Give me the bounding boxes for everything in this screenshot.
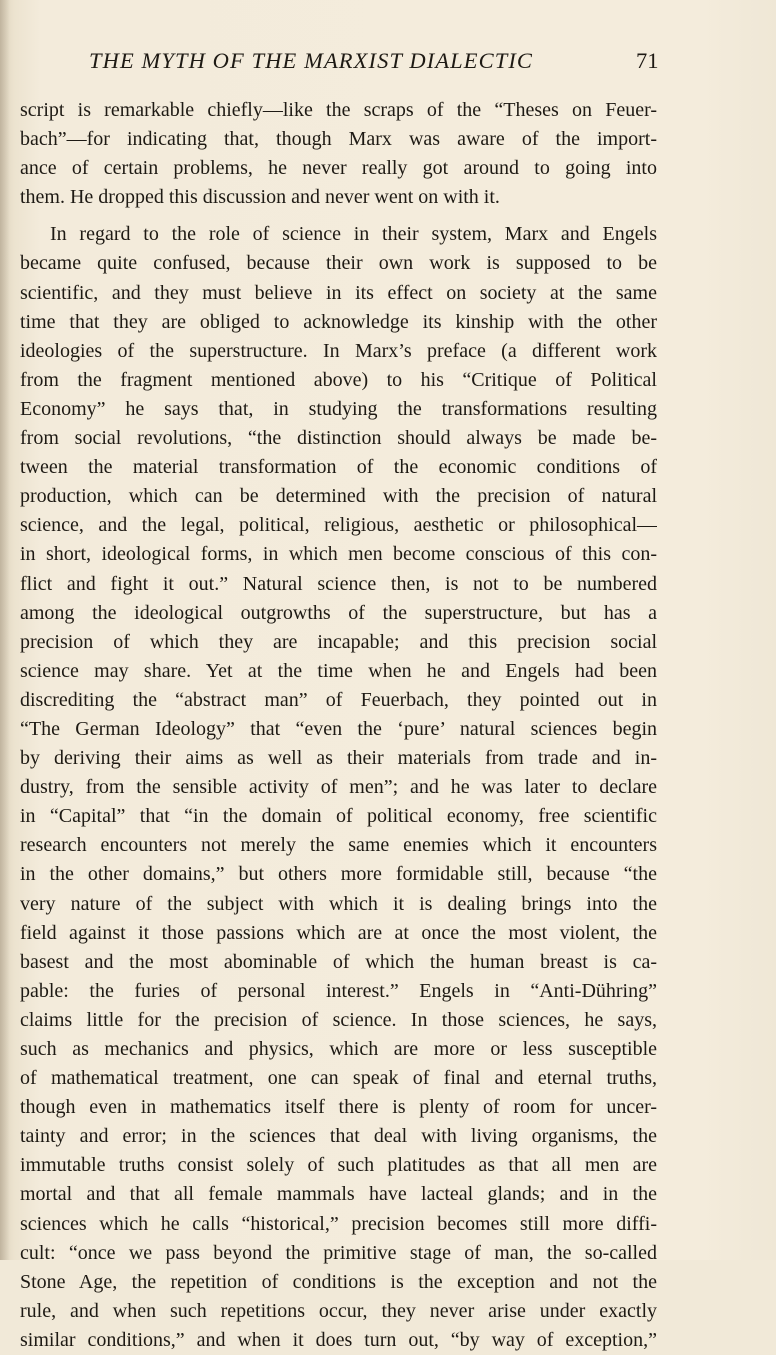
running-head (0, 48, 776, 78)
running-title: THE MYTH OF THE MARXIST DIALECTIC (89, 48, 534, 73)
text-line: very nature of the subject with which it is dealing brings into the (20, 892, 657, 915)
text-line: cult: “once we pass beyond the primitive stage of man, the so-called (20, 1241, 657, 1264)
text-line: immutable truths consist solely of such platitudes as that all men are (20, 1154, 657, 1177)
text-line: scientific, and they must believe in its effect on society at the same (20, 281, 657, 304)
gutter-shadow (0, 0, 10, 1260)
text-line: tainty and error; in the sciences that deal with living organisms, the (20, 1125, 657, 1148)
text-line: precision of which they are incapable; and this precision social (20, 630, 657, 653)
text-line: pable: the furies of personal interest.” Engels in “Anti-Dühring” (20, 979, 657, 1002)
text-line: mortal and that all female mammals have lacteal glands; and in the (20, 1183, 657, 1206)
text-line: research encounters not merely the same enemies which it encounters (20, 834, 657, 857)
text-line: sciences which he calls “historical,” precision becomes still more diffi- (20, 1212, 657, 1235)
text-line: script is remarkable chiefly—like the scraps of the “Theses on Feuer- (20, 99, 657, 121)
text-line: “The German Ideology” that “even the ‘pure’ natural sciences begin (20, 717, 657, 740)
text-line: of mathematical treatment, one can speak of final and eternal truths, (20, 1067, 657, 1090)
page-number: 71 (636, 48, 659, 73)
paragraph (20, 220, 657, 1355)
text-line: in short, ideological forms, in which men become conscious of this con- (20, 543, 657, 566)
text-line: In regard to the role of science in their system, Marx and Engels (50, 223, 657, 246)
text-line: in the other domains,” but others more formidable still, because “the (20, 863, 657, 886)
text-line: such as mechanics and physics, which are more or less susceptible (20, 1038, 657, 1060)
text-line: ance of certain problems, he never really got around to going into (20, 157, 657, 180)
paragraph (20, 96, 657, 212)
text-line: discrediting the “abstract man” of Feuerbach, they pointed out in (20, 688, 657, 711)
text-line: from social revolutions, “the distinction should always be made be- (20, 427, 657, 450)
text-line: by deriving their aims as well as their materials from trade and in- (20, 747, 657, 770)
text-line: time that they are obliged to acknowledge its kinship with the other (20, 310, 657, 333)
text-line: in “Capital” that “in the domain of political economy, free scientific (20, 805, 657, 828)
text-line: dustry, from the sensible activity of men”; and he was later to declare (20, 776, 657, 799)
text-line: claims little for the precision of science. In those sciences, he says, (20, 1008, 657, 1031)
text-line: rule, and when such repetitions occur, they never arise under exactly (20, 1299, 657, 1322)
text-line: field against it those passions which are at once the most violent, the (20, 921, 657, 944)
text-line: production, which can be determined with the precision of natural (20, 485, 657, 508)
text-line: similar conditions,” and when it does turn out, “by way of exception,” (20, 1328, 657, 1351)
paragraph-gap (20, 212, 657, 220)
text-line: science may share. Yet at the time when he and Engels had been (20, 659, 657, 682)
text-line: science, and the legal, political, religious, aesthetic or philosophical— (20, 514, 657, 537)
text-line: them. He dropped this discussion and never went on with it. (20, 186, 500, 209)
text-line: flict and fight it out.” Natural science then, is not to be numbered (20, 572, 657, 595)
text-line: among the ideological outgrowths of the superstructure, but has a (20, 601, 657, 624)
text-line: Economy” he says that, in studying the transformations resulting (20, 397, 657, 420)
text-line: ideologies of the superstructure. In Marx’s preface (a different work (20, 339, 657, 362)
text-line: tween the material transformation of the economic conditions of (20, 456, 657, 479)
text-line: bach”—for indicating that, though Marx was aware of the import- (20, 128, 657, 151)
text-line: Stone Age, the repetition of conditions is the exception and not the (20, 1270, 657, 1293)
text-line: became quite confused, because their own work is supposed to be (20, 252, 657, 275)
text-line: from the fragment mentioned above) to his “Critique of Political (20, 368, 657, 391)
text-line: basest and the most abominable of which the human breast is ca- (20, 950, 657, 973)
text-line: though even in mathematics itself there is plenty of room for uncer- (20, 1096, 657, 1119)
body-text (20, 96, 657, 1355)
